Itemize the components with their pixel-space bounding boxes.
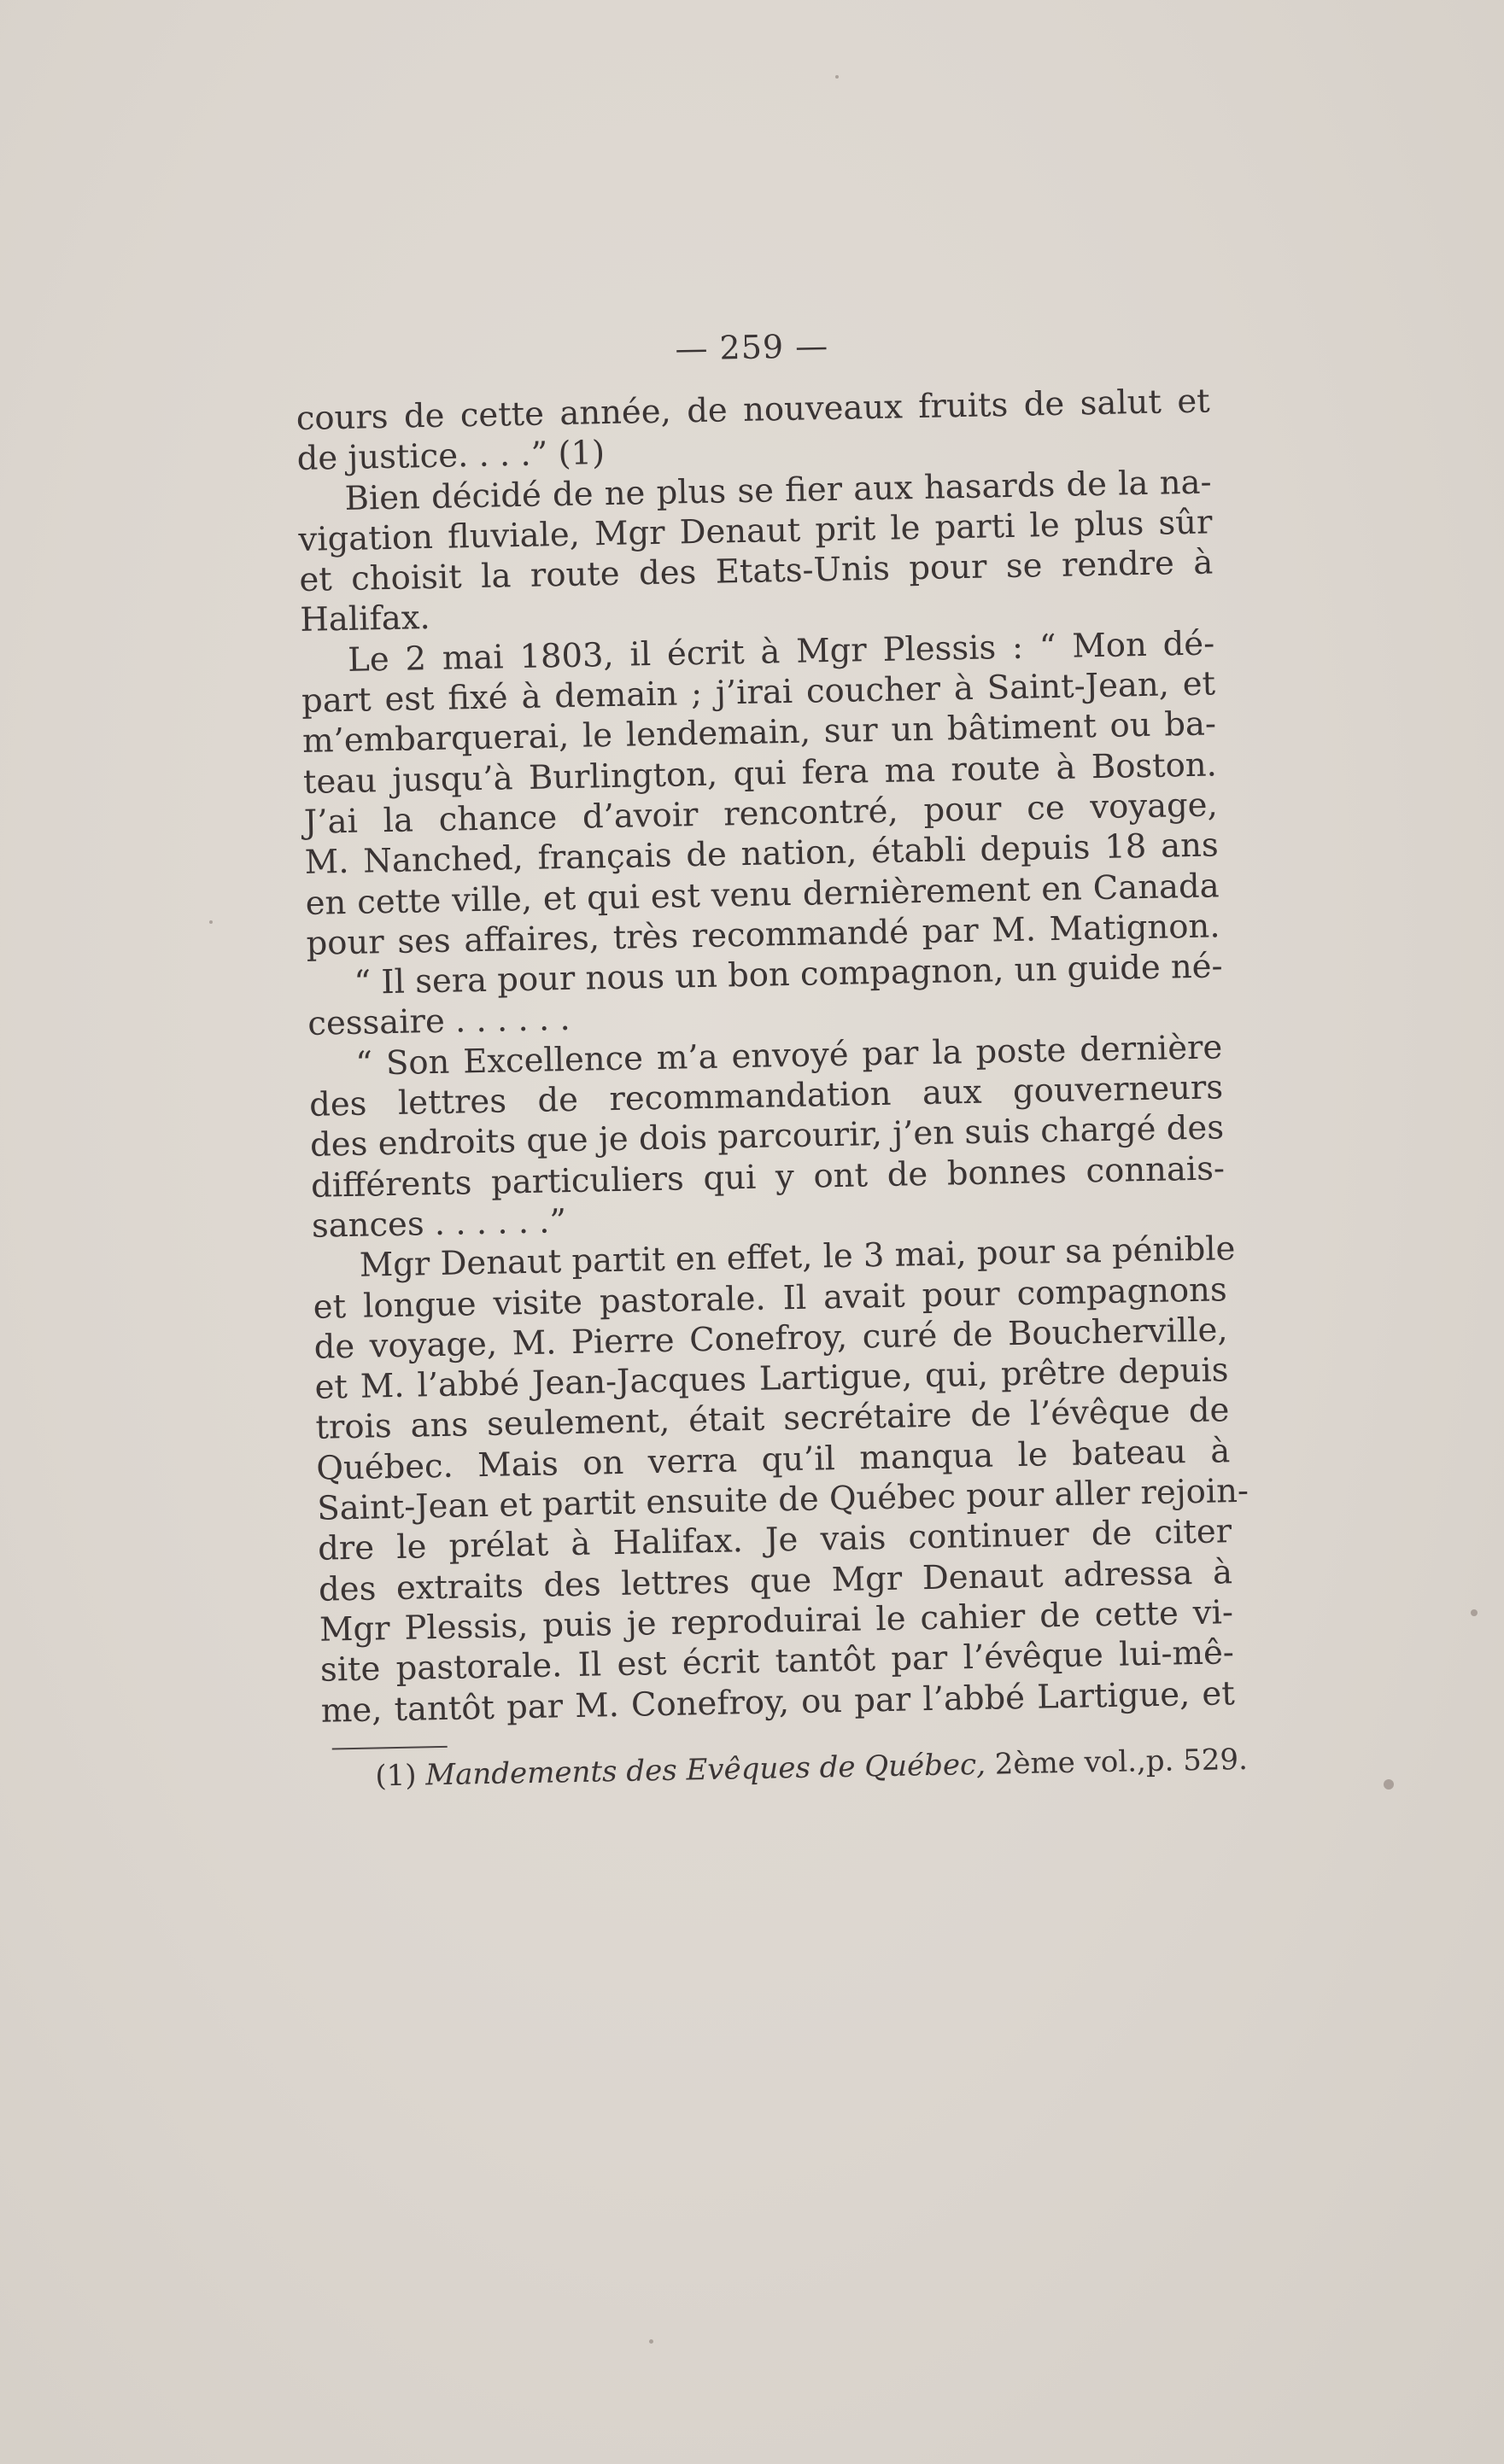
text-line: site pastorale. Il est écrit tantôt par l’évêque lui-mê- xyxy=(319,1633,1235,1690)
text-line: teau jusqu’à Burlington, qui fera ma route à Boston. xyxy=(302,745,1218,802)
text-line: sances . . . . . .” xyxy=(311,1202,567,1246)
text-line: M. Nanched, français de nation, établi depuis 18 ans xyxy=(304,826,1220,883)
paper-speck xyxy=(1384,1779,1394,1790)
footnote-title: Mandements des Evêques de Québec, xyxy=(424,1747,986,1793)
text-line: trois ans seulement, était secrétaire de l’évêque de xyxy=(315,1391,1230,1448)
text-line: Mgr Denaut partit en effet, le 3 mai, pour sa pénible xyxy=(359,1229,1236,1285)
text-line: cessaire . . . . . . xyxy=(307,1000,571,1044)
text-line: Saint-Jean et partit ensuite de Québec pour aller rejoin- xyxy=(316,1471,1249,1528)
paper-speck xyxy=(835,75,839,79)
text-line: différents particuliers qui y ont de bonnes connais- xyxy=(310,1148,1226,1206)
text-line: Québec. Mais on verra qu’il manqua le bateau à xyxy=(316,1431,1231,1488)
text-line: des lettres de recommandation aux gouverneurs xyxy=(308,1068,1224,1124)
text-line: des endroits que je dois parcourir, j’en suis chargé des xyxy=(309,1108,1225,1165)
text-line: part est fixé à demain ; j’irai coucher à Saint-Jean, et xyxy=(301,664,1216,721)
text-line: et M. l’abbé Jean-Jacques Lartigue, qui, prêtre depuis xyxy=(314,1351,1229,1407)
paper-speck xyxy=(209,920,213,924)
text-line: de voyage, M. Pierre Conefroy, curé de Boucherville, xyxy=(313,1311,1228,1367)
text-line: cours de cette année, de nouveaux fruits de salut et xyxy=(296,382,1211,438)
paper-speck xyxy=(1471,1609,1478,1616)
text-line: Bien décidé de ne plus se fier aux hasards de la na- xyxy=(344,463,1212,518)
text-line: vigation fluviale, Mgr Denaut prit le parti le plus sûr xyxy=(298,503,1213,559)
text-line: me, tantôt par M. Conefroy, ou par l’abbé Lartigue, et xyxy=(320,1673,1236,1731)
footnote-rest: 2ème vol.,p. 529. xyxy=(994,1742,1249,1782)
text-line: Mgr Plessis, puis je reproduirai le cahier de cette vi- xyxy=(319,1593,1234,1649)
footnote-marker: (1) xyxy=(374,1758,417,1794)
footnote-rule xyxy=(332,1746,448,1750)
text-line: “ Son Excellence m’a envoyé par la poste dernière xyxy=(354,1028,1223,1083)
page-number: — 259 — xyxy=(675,327,829,368)
text-line: Halifax. xyxy=(299,598,431,640)
text-line: “ Il sera pour nous un bon compagnon, un guide né- xyxy=(354,947,1223,1002)
paper-speck xyxy=(649,2339,653,2344)
page-text-block xyxy=(295,319,1249,1797)
text-line: de justice. . . .” (1) xyxy=(296,434,606,479)
text-line: en cette ville, et qui est venu dernièrement en Canada xyxy=(305,866,1220,923)
text-line: pour ses affaires, très recommandé par M. Matignon. xyxy=(306,907,1220,963)
text-line: J’ai la chance d’avoir rencontré, pour ce voyage, xyxy=(303,785,1219,842)
text-line: dre le prélat à Halifax. Je vais continuer de citer xyxy=(317,1512,1232,1569)
text-line: m’embarquerai, le lendemain, sur un bâtiment ou ba- xyxy=(301,704,1217,762)
text-line: et longue visite pastorale. Il avait pour compagnons xyxy=(313,1270,1228,1327)
text-line: et choisit la route des Etats-Unis pour se rendre à xyxy=(299,543,1214,600)
body-text xyxy=(296,381,1249,1731)
text-line: des extraits des lettres que Mgr Denaut adressa à xyxy=(318,1552,1233,1609)
footnote xyxy=(322,1739,1249,1798)
text-line: Le 2 mai 1803, il écrit à Mgr Plessis : “ Mon dé- xyxy=(347,624,1215,680)
